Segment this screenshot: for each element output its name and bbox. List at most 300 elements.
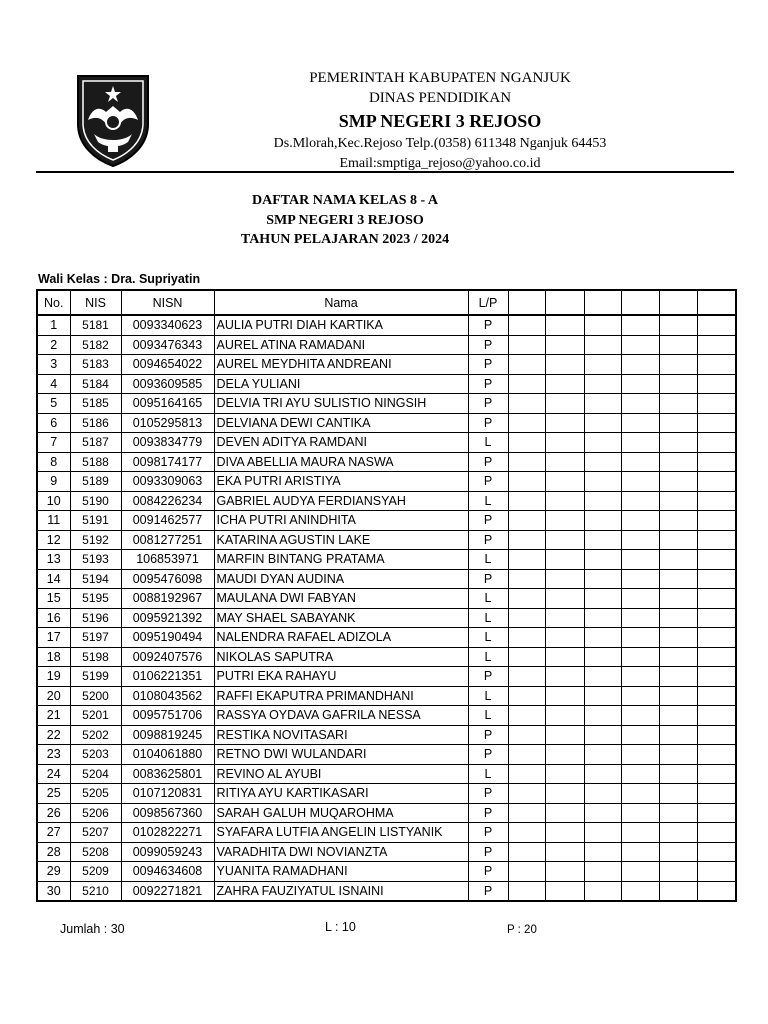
row-name: MAUDI DYAN AUDINA	[214, 569, 468, 589]
row-blank-cell	[697, 667, 736, 687]
row-name: RESTIKA NOVITASARI	[214, 725, 468, 745]
row-blank-cell	[545, 472, 584, 492]
row-blank-cell	[508, 686, 545, 706]
row-number: 9	[37, 472, 70, 492]
row-blank-cell	[584, 842, 621, 862]
row-blank-cell	[584, 569, 621, 589]
table-row	[37, 433, 736, 453]
row-blank-cell	[697, 608, 736, 628]
row-blank-cell	[584, 413, 621, 433]
row-blank-cell	[584, 784, 621, 804]
row-blank-cell	[584, 452, 621, 472]
row-nisn: 0093340623	[121, 315, 214, 335]
table-row	[37, 764, 736, 784]
homeroom-teacher: Wali Kelas : Dra. Supriyatin	[38, 272, 201, 286]
row-blank-cell	[508, 472, 545, 492]
row-gender: P	[468, 823, 508, 843]
row-nis: 5189	[70, 472, 121, 492]
row-nisn: 0095164165	[121, 394, 214, 414]
row-gender: L	[468, 647, 508, 667]
row-name: EKA PUTRI ARISTIYA	[214, 472, 468, 492]
row-name: RITIYA AYU KARTIKASARI	[214, 784, 468, 804]
row-number: 14	[37, 569, 70, 589]
row-blank-cell	[584, 491, 621, 511]
row-blank-cell	[659, 374, 697, 394]
row-blank-cell	[621, 725, 659, 745]
row-blank-cell	[545, 706, 584, 726]
total-count: Jumlah : 30	[60, 922, 125, 936]
row-nis: 5199	[70, 667, 121, 687]
row-number: 28	[37, 842, 70, 862]
row-nis: 5185	[70, 394, 121, 414]
row-blank-cell	[659, 764, 697, 784]
row-name: DELVIA TRI AYU SULISTIO NINGSIH	[214, 394, 468, 414]
row-name: RASSYA OYDAVA GAFRILA NESSA	[214, 706, 468, 726]
table-row	[37, 511, 736, 531]
row-blank-cell	[697, 335, 736, 355]
row-blank-cell	[659, 472, 697, 492]
row-number: 15	[37, 589, 70, 609]
row-nisn: 0093834779	[121, 433, 214, 453]
government-name: PEMERINTAH KABUPATEN NGANJUK	[309, 70, 571, 86]
table-row	[37, 725, 736, 745]
row-blank-cell	[545, 413, 584, 433]
student-table	[36, 289, 737, 902]
row-blank-cell	[697, 706, 736, 726]
row-blank-cell	[697, 745, 736, 765]
header-blank	[697, 290, 736, 315]
title-class: DAFTAR NAMA KELAS 8 - A	[251, 193, 439, 208]
table-row	[37, 394, 736, 414]
table-row	[37, 647, 736, 667]
row-blank-cell	[621, 608, 659, 628]
row-blank-cell	[584, 823, 621, 843]
row-blank-cell	[621, 667, 659, 687]
row-blank-cell	[659, 550, 697, 570]
row-blank-cell	[659, 608, 697, 628]
row-number: 26	[37, 803, 70, 823]
row-number: 18	[37, 647, 70, 667]
row-blank-cell	[545, 686, 584, 706]
row-name: REVINO AL AYUBI	[214, 764, 468, 784]
row-gender: L	[468, 433, 508, 453]
row-blank-cell	[545, 784, 584, 804]
row-blank-cell	[508, 452, 545, 472]
row-gender: L	[468, 628, 508, 648]
row-nisn: 0088192967	[121, 589, 214, 609]
regency-emblem-logo	[70, 72, 156, 168]
row-nisn: 0092271821	[121, 881, 214, 901]
row-name: YUANITA RAMADHANI	[214, 862, 468, 882]
row-gender: P	[468, 667, 508, 687]
row-name: RETNO DWI WULANDARI	[214, 745, 468, 765]
table-row	[37, 530, 736, 550]
row-blank-cell	[584, 647, 621, 667]
header-lp: L/P	[468, 290, 508, 315]
row-blank-cell	[697, 628, 736, 648]
row-gender: P	[468, 355, 508, 375]
row-blank-cell	[621, 472, 659, 492]
row-name: PUTRI EKA RAHAYU	[214, 667, 468, 687]
row-blank-cell	[697, 842, 736, 862]
table-row	[37, 452, 736, 472]
row-name: AUREL MEYDHITA ANDREANI	[214, 355, 468, 375]
row-gender: P	[468, 315, 508, 335]
school-email: Email:smptiga_rejoso@yahoo.co.id	[339, 156, 541, 171]
table-row	[37, 589, 736, 609]
row-blank-cell	[508, 589, 545, 609]
row-blank-cell	[508, 374, 545, 394]
row-blank-cell	[697, 355, 736, 375]
row-gender: L	[468, 491, 508, 511]
row-blank-cell	[508, 569, 545, 589]
row-blank-cell	[508, 550, 545, 570]
row-blank-cell	[621, 803, 659, 823]
row-nisn: 106853971	[121, 550, 214, 570]
row-blank-cell	[697, 569, 736, 589]
row-blank-cell	[697, 433, 736, 453]
row-blank-cell	[659, 686, 697, 706]
row-blank-cell	[545, 589, 584, 609]
row-nisn: 0108043562	[121, 686, 214, 706]
row-blank-cell	[621, 452, 659, 472]
row-blank-cell	[545, 355, 584, 375]
row-blank-cell	[584, 803, 621, 823]
row-number: 16	[37, 608, 70, 628]
row-blank-cell	[621, 686, 659, 706]
row-gender: P	[468, 511, 508, 531]
row-nis: 5207	[70, 823, 121, 843]
row-blank-cell	[508, 706, 545, 726]
row-blank-cell	[621, 491, 659, 511]
row-blank-cell	[659, 842, 697, 862]
row-nisn: 0081277251	[121, 530, 214, 550]
header-blank	[621, 290, 659, 315]
row-blank-cell	[508, 394, 545, 414]
row-number: 22	[37, 725, 70, 745]
row-nisn: 0106221351	[121, 667, 214, 687]
row-blank-cell	[659, 394, 697, 414]
row-nisn: 0094634608	[121, 862, 214, 882]
row-nisn: 0095751706	[121, 706, 214, 726]
row-blank-cell	[508, 511, 545, 531]
table-row	[37, 842, 736, 862]
row-nisn: 0095190494	[121, 628, 214, 648]
row-nis: 5182	[70, 335, 121, 355]
row-blank-cell	[697, 784, 736, 804]
row-blank-cell	[545, 745, 584, 765]
row-nis: 5195	[70, 589, 121, 609]
row-nisn: 0098819245	[121, 725, 214, 745]
row-blank-cell	[697, 589, 736, 609]
row-name: SARAH GALUH MUQAROHMA	[214, 803, 468, 823]
row-gender: L	[468, 686, 508, 706]
row-blank-cell	[545, 667, 584, 687]
row-name: VARADHITA DWI NOVIANZTA	[214, 842, 468, 862]
row-nis: 5184	[70, 374, 121, 394]
row-name: SYAFARA LUTFIA ANGELIN LISTYANIK	[214, 823, 468, 843]
row-number: 25	[37, 784, 70, 804]
row-blank-cell	[659, 491, 697, 511]
letterhead-divider	[36, 171, 734, 173]
row-blank-cell	[508, 862, 545, 882]
row-blank-cell	[659, 784, 697, 804]
row-blank-cell	[508, 355, 545, 375]
row-nis: 5194	[70, 569, 121, 589]
row-number: 4	[37, 374, 70, 394]
row-blank-cell	[545, 530, 584, 550]
table-row	[37, 667, 736, 687]
table-row	[37, 413, 736, 433]
row-blank-cell	[508, 530, 545, 550]
row-blank-cell	[584, 374, 621, 394]
row-gender: P	[468, 452, 508, 472]
row-blank-cell	[659, 530, 697, 550]
row-gender: P	[468, 881, 508, 901]
row-gender: P	[468, 862, 508, 882]
row-blank-cell	[621, 862, 659, 882]
row-gender: P	[468, 784, 508, 804]
row-blank-cell	[584, 433, 621, 453]
row-number: 20	[37, 686, 70, 706]
row-gender: P	[468, 803, 508, 823]
row-blank-cell	[584, 589, 621, 609]
row-blank-cell	[621, 413, 659, 433]
row-nis: 5198	[70, 647, 121, 667]
table-row	[37, 374, 736, 394]
row-blank-cell	[584, 667, 621, 687]
table-row	[37, 315, 736, 335]
row-blank-cell	[508, 433, 545, 453]
header-blank	[508, 290, 545, 315]
row-blank-cell	[697, 511, 736, 531]
row-nis: 5183	[70, 355, 121, 375]
row-blank-cell	[697, 764, 736, 784]
row-blank-cell	[697, 550, 736, 570]
row-name: ICHA PUTRI ANINDHITA	[214, 511, 468, 531]
title-school: SMP NEGERI 3 REJOSO	[266, 212, 424, 228]
row-number: 11	[37, 511, 70, 531]
row-gender: P	[468, 745, 508, 765]
row-nis: 5205	[70, 784, 121, 804]
header-blank	[545, 290, 584, 315]
row-gender: P	[468, 472, 508, 492]
table-row	[37, 862, 736, 882]
row-blank-cell	[621, 374, 659, 394]
row-blank-cell	[545, 881, 584, 901]
row-blank-cell	[697, 530, 736, 550]
row-blank-cell	[621, 433, 659, 453]
row-blank-cell	[697, 686, 736, 706]
row-blank-cell	[545, 335, 584, 355]
row-nisn: 0094654022	[121, 355, 214, 375]
row-gender: L	[468, 706, 508, 726]
school-address: Ds.Mlorah,Kec.Rejoso Telp.(0358) 611348 Nganjuk 64453	[273, 136, 607, 151]
row-nisn: 0104061880	[121, 745, 214, 765]
row-nis: 5190	[70, 491, 121, 511]
row-blank-cell	[621, 355, 659, 375]
row-blank-cell	[584, 355, 621, 375]
row-blank-cell	[697, 394, 736, 414]
row-number: 7	[37, 433, 70, 453]
row-blank-cell	[697, 472, 736, 492]
row-blank-cell	[584, 511, 621, 531]
row-blank-cell	[508, 315, 545, 335]
row-name: GABRIEL AUDYA FERDIANSYAH	[214, 491, 468, 511]
row-blank-cell	[584, 315, 621, 335]
row-number: 19	[37, 667, 70, 687]
row-blank-cell	[508, 803, 545, 823]
row-nis: 5191	[70, 511, 121, 531]
row-blank-cell	[545, 608, 584, 628]
row-blank-cell	[584, 745, 621, 765]
row-blank-cell	[584, 764, 621, 784]
table-row	[37, 608, 736, 628]
row-blank-cell	[697, 374, 736, 394]
row-gender: P	[468, 374, 508, 394]
row-number: 3	[37, 355, 70, 375]
document-title	[150, 191, 540, 250]
row-blank-cell	[659, 803, 697, 823]
row-gender: L	[468, 589, 508, 609]
row-blank-cell	[508, 628, 545, 648]
row-blank-cell	[697, 725, 736, 745]
row-nisn: 0093609585	[121, 374, 214, 394]
row-blank-cell	[659, 355, 697, 375]
row-number: 30	[37, 881, 70, 901]
male-count: L : 10	[325, 920, 356, 934]
row-blank-cell	[545, 862, 584, 882]
row-blank-cell	[621, 823, 659, 843]
row-name: NIKOLAS SAPUTRA	[214, 647, 468, 667]
row-nisn: 0091462577	[121, 511, 214, 531]
header-no: No.	[37, 290, 70, 315]
row-nis: 5186	[70, 413, 121, 433]
row-blank-cell	[621, 764, 659, 784]
row-blank-cell	[545, 842, 584, 862]
row-blank-cell	[697, 803, 736, 823]
row-gender: L	[468, 608, 508, 628]
row-nis: 5202	[70, 725, 121, 745]
row-blank-cell	[659, 667, 697, 687]
header-blank	[584, 290, 621, 315]
row-blank-cell	[508, 335, 545, 355]
row-nis: 5197	[70, 628, 121, 648]
row-blank-cell	[508, 784, 545, 804]
row-blank-cell	[545, 374, 584, 394]
row-blank-cell	[584, 628, 621, 648]
row-blank-cell	[545, 452, 584, 472]
row-blank-cell	[621, 315, 659, 335]
row-nisn: 0099059243	[121, 842, 214, 862]
table-row	[37, 628, 736, 648]
letterhead	[160, 68, 720, 174]
row-blank-cell	[659, 511, 697, 531]
row-gender: P	[468, 725, 508, 745]
row-blank-cell	[584, 706, 621, 726]
row-blank-cell	[659, 628, 697, 648]
row-gender: P	[468, 335, 508, 355]
row-nisn: 0095921392	[121, 608, 214, 628]
row-blank-cell	[659, 706, 697, 726]
row-blank-cell	[508, 725, 545, 745]
row-nis: 5200	[70, 686, 121, 706]
row-blank-cell	[697, 315, 736, 335]
row-nisn: 0098174177	[121, 452, 214, 472]
row-blank-cell	[508, 491, 545, 511]
row-number: 6	[37, 413, 70, 433]
row-name: ZAHRA FAUZIYATUL ISNAINI	[214, 881, 468, 901]
row-blank-cell	[621, 628, 659, 648]
table-row	[37, 745, 736, 765]
row-blank-cell	[659, 862, 697, 882]
row-blank-cell	[621, 589, 659, 609]
row-blank-cell	[621, 881, 659, 901]
row-blank-cell	[545, 315, 584, 335]
row-blank-cell	[659, 413, 697, 433]
row-blank-cell	[621, 784, 659, 804]
row-blank-cell	[659, 569, 697, 589]
row-nis: 5181	[70, 315, 121, 335]
row-gender: P	[468, 569, 508, 589]
row-blank-cell	[621, 394, 659, 414]
row-number: 24	[37, 764, 70, 784]
row-gender: P	[468, 842, 508, 862]
row-nisn: 0092407576	[121, 647, 214, 667]
row-blank-cell	[545, 823, 584, 843]
row-number: 10	[37, 491, 70, 511]
row-blank-cell	[659, 823, 697, 843]
row-nisn: 0098567360	[121, 803, 214, 823]
row-nis: 5208	[70, 842, 121, 862]
row-nisn: 0105295813	[121, 413, 214, 433]
row-nisn: 0083625801	[121, 764, 214, 784]
row-blank-cell	[508, 745, 545, 765]
row-blank-cell	[659, 433, 697, 453]
row-blank-cell	[697, 881, 736, 901]
row-blank-cell	[545, 491, 584, 511]
row-blank-cell	[584, 335, 621, 355]
row-name: MAY SHAEL SABAYANK	[214, 608, 468, 628]
row-name: RAFFI EKAPUTRA PRIMANDHANI	[214, 686, 468, 706]
row-nisn: 0084226234	[121, 491, 214, 511]
row-blank-cell	[697, 452, 736, 472]
row-blank-cell	[659, 335, 697, 355]
row-blank-cell	[621, 842, 659, 862]
female-count: P : 20	[507, 924, 537, 936]
row-number: 29	[37, 862, 70, 882]
row-blank-cell	[621, 511, 659, 531]
table-row	[37, 550, 736, 570]
table-row	[37, 803, 736, 823]
row-blank-cell	[508, 823, 545, 843]
row-blank-cell	[621, 569, 659, 589]
row-number: 5	[37, 394, 70, 414]
row-blank-cell	[659, 647, 697, 667]
row-blank-cell	[659, 881, 697, 901]
row-gender: P	[468, 530, 508, 550]
department-name: DINAS PENDIDIKAN	[368, 90, 512, 106]
row-nis: 5210	[70, 881, 121, 901]
row-nis: 5204	[70, 764, 121, 784]
row-blank-cell	[659, 315, 697, 335]
row-blank-cell	[659, 745, 697, 765]
row-name: DELVIANA DEWI CANTIKA	[214, 413, 468, 433]
row-blank-cell	[508, 764, 545, 784]
row-blank-cell	[697, 862, 736, 882]
row-gender: P	[468, 394, 508, 414]
row-blank-cell	[584, 550, 621, 570]
